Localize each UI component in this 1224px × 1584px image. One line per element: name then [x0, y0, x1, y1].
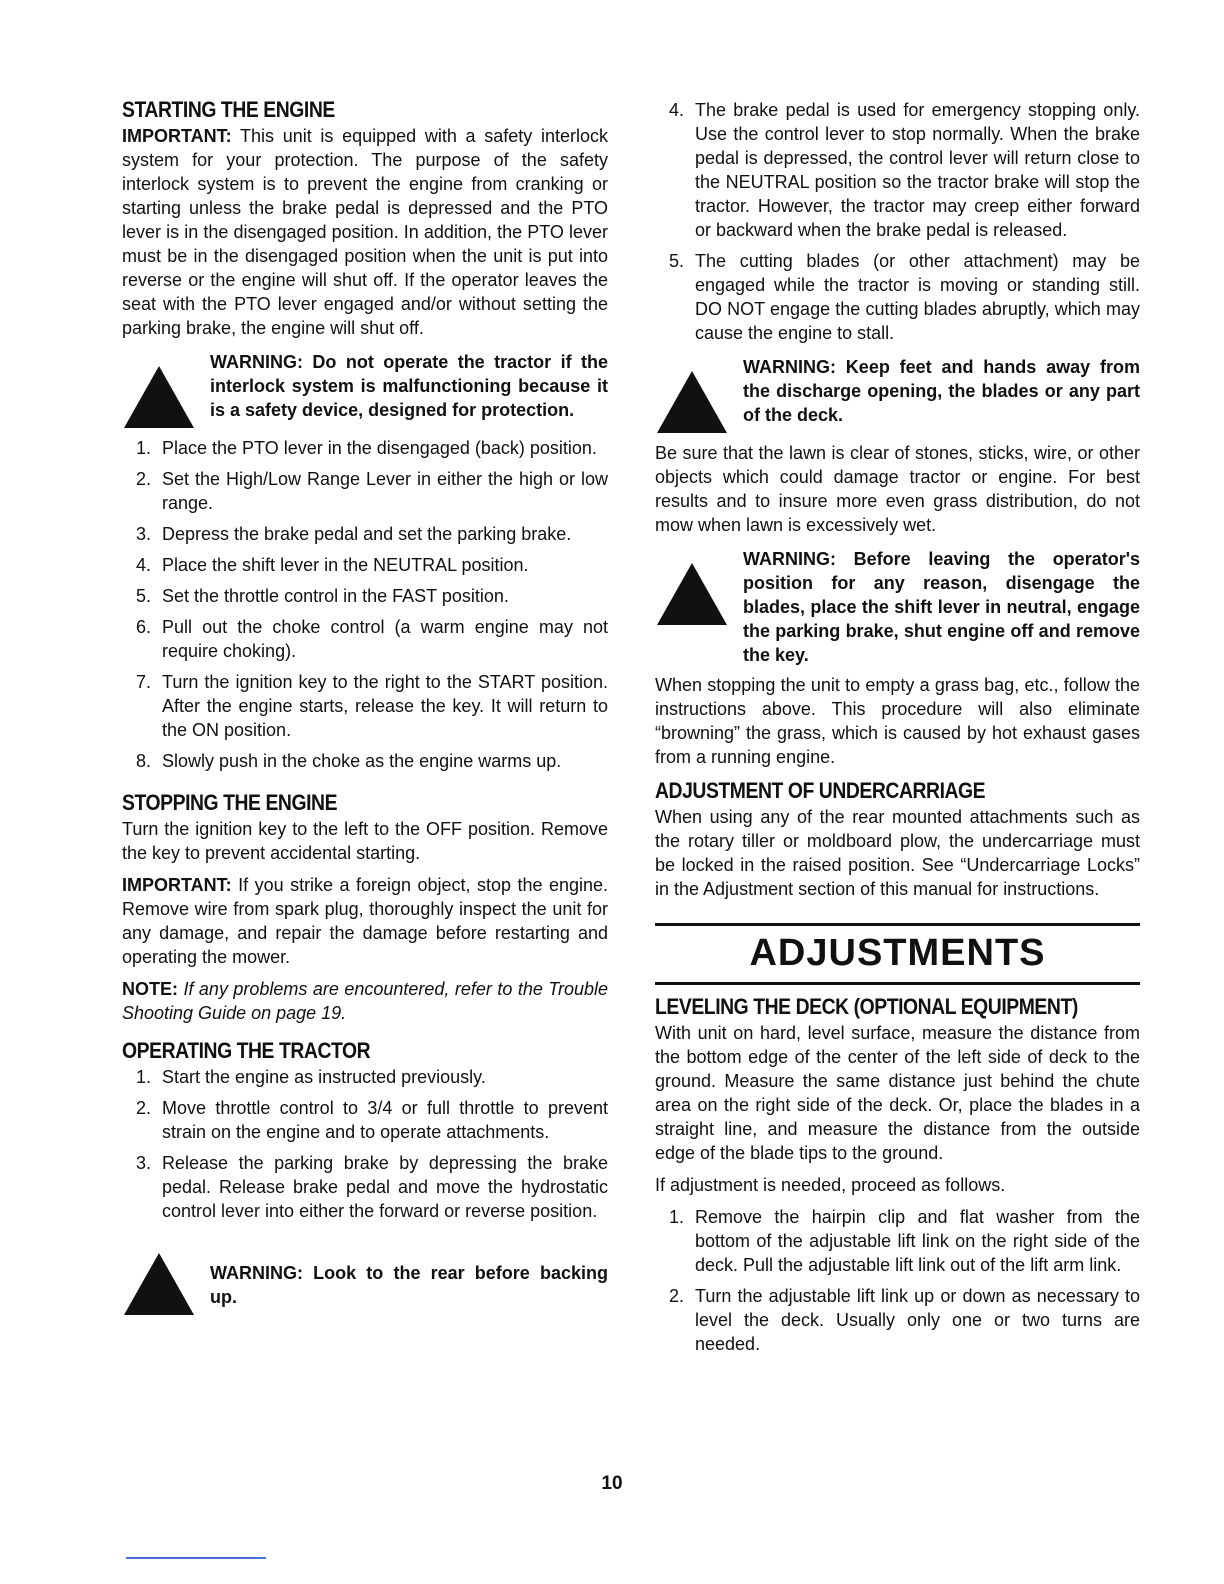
list-item: 5. The cutting blades (or other attachment) may be engaged while the tractor is moving or standing still. DO NOT engage the cutting blades abruptly, which may cause the engine to stall.: [669, 251, 1140, 343]
note-label: NOTE:: [122, 979, 178, 999]
list-item: 3. Depress the brake pedal and set the parking brake.: [136, 524, 572, 544]
warning-text: WARNING: Look to the rear before backing up.: [210, 1263, 608, 1307]
undercarriage-heading: ADJUSTMENT OF UNDERCARRIAGE: [655, 778, 986, 803]
list-item: 3. Release the parking brake by depressing the brake pedal. Release brake pedal and move the hydrostatic control lever into either the forward or reverse position.: [136, 1153, 608, 1221]
adjustments-banner: [655, 923, 1140, 985]
starting-steps-list: [122, 436, 608, 773]
list-item: 2. Set the High/Low Range Lever in either the high or low range.: [136, 469, 608, 513]
operating-steps-list-continued: [655, 98, 1140, 345]
list-item: 1. Place the PTO lever in the disengaged (back) position.: [136, 438, 597, 458]
important-text: This unit is equipped with a safety interlock system for your protection. The purpose of the safety interlock system is to prevent the engine from cranking or starting unless the brake pedal is depressed and the PTO lever is in the disengaged position. In addition, the PTO lever must be in the disengaged position when the unit is put into reverse or the engine will shut off. If the operator leaves the seat with the PTO lever engaged and/or without setting the parking brake, the engine will shut off.: [122, 126, 608, 338]
leaving-seat-warning: [655, 547, 1140, 667]
warning-triangle-icon: [122, 350, 202, 430]
note-paragraph: [122, 977, 608, 1025]
list-item: 7. Turn the ignition key to the right to the START position. After the engine starts, release the key. It will return to the ON position.: [136, 672, 608, 740]
stopping-engine-heading: STOPPING THE ENGINE: [122, 790, 338, 815]
left-column: [122, 98, 608, 1323]
leveling-text: With unit on hard, level surface, measure the distance from the bottom edge of the center of the left side of deck to the ground. Measure the same distance just behind the chute area on the right side of the deck. Or, place the blades in a straight line, and measure the distance from the outside edge of the blade tips to the ground.: [655, 1023, 1140, 1163]
list-item: 2. Move throttle control to 3/4 or full throttle to prevent strain on the engine and to operate attachments.: [136, 1098, 608, 1142]
list-item: 5. Set the throttle control in the FAST position.: [136, 586, 509, 606]
starting-important-paragraph: [122, 124, 608, 340]
list-item: 8. Slowly push in the choke as the engine warms up.: [136, 751, 562, 771]
operating-tractor-heading: OPERATING THE TRACTOR: [122, 1038, 371, 1063]
leveling-steps-list: [655, 1205, 1140, 1356]
stopping-unit-text: When stopping the unit to empty a grass bag, etc., follow the instructions above. This procedure will also eliminate “browning” the grass, which is caused by hot exhaust gases from a running engine.: [655, 675, 1140, 767]
right-column: [655, 98, 1140, 1364]
list-item: 4. The brake pedal is used for emergency stopping only. Use the control lever to stop normally. When the brake pedal is depressed, the control lever will return close to the NEUTRAL position so the tractor brake will stop the tractor. However, the tractor may creep either forward or backward when the brake pedal is released.: [669, 100, 1140, 240]
list-item: 6. Pull out the choke control (a warm engine may not require choking).: [136, 617, 608, 661]
adjustments-title: ADJUSTMENTS: [749, 932, 1046, 974]
starting-engine-heading: STARTING THE ENGINE: [122, 97, 335, 122]
list-item: 1. Start the engine as instructed previously.: [136, 1067, 486, 1087]
warning-triangle-icon: [655, 355, 735, 435]
page-number: 10: [601, 1473, 623, 1494]
warning-text: WARNING: Keep feet and hands away from the discharge opening, the blades or any part of the deck.: [743, 357, 1140, 425]
adjustment-needed-text: If adjustment is needed, proceed as follows.: [655, 1175, 1006, 1195]
discharge-warning: [655, 355, 1140, 435]
footer-line: [126, 1557, 266, 1559]
important-label: IMPORTANT:: [122, 875, 232, 895]
undercarriage-text: When using any of the rear mounted attachments such as the rotary tiller or moldboard plow, the undercarriage must be locked in the raised position. See “Undercarriage Locks” in the Adjustment section of this manual for instructions.: [655, 807, 1140, 899]
lawn-clear-text: Be sure that the lawn is clear of stones, sticks, wire, or other objects which could damage tractor or engine. For best results and to insure more even grass distribution, do not mow when lawn is excessively wet.: [655, 443, 1140, 535]
stopping-important-paragraph: [122, 873, 608, 969]
list-item: 2. Turn the adjustable lift link up or down as necessary to level the deck. Usually only one or two turns are needed.: [669, 1286, 1140, 1354]
important-label: IMPORTANT:: [122, 126, 232, 146]
warning-triangle-icon: [655, 547, 735, 627]
stopping-text: Turn the ignition key to the left to the OFF position. Remove the key to prevent accidental starting.: [122, 819, 608, 863]
operating-steps-list: [122, 1065, 608, 1223]
important-text: If you strike a foreign object, stop the engine. Remove wire from spark plug, thoroughly inspect the unit for any damage, and repair the damage before restarting and operating the mower.: [122, 875, 608, 967]
list-item: 1. Remove the hairpin clip and flat washer from the bottom of the adjustable lift link on the right side of the deck. Pull the adjustable lift link out of the lift arm link.: [669, 1207, 1140, 1275]
warning-triangle-icon: [122, 1237, 202, 1317]
leveling-deck-heading: LEVELING THE DECK (OPTIONAL EQUIPMENT): [655, 994, 1078, 1019]
backing-warning: [122, 1237, 608, 1317]
warning-text: WARNING: Before leaving the operator's position for any reason, disengage the blades, place the shift lever in neutral, engage the parking brake, shut engine off and remove the key.: [743, 549, 1140, 665]
interlock-warning: [122, 350, 608, 430]
warning-text: WARNING: Do not operate the tractor if the interlock system is malfunctioning because it is a safety device, designed for protection.: [210, 352, 608, 420]
list-item: 4. Place the shift lever in the NEUTRAL position.: [136, 555, 529, 575]
note-text: If any problems are encountered, refer to the Trouble Shooting Guide on page 19.: [122, 979, 608, 1023]
